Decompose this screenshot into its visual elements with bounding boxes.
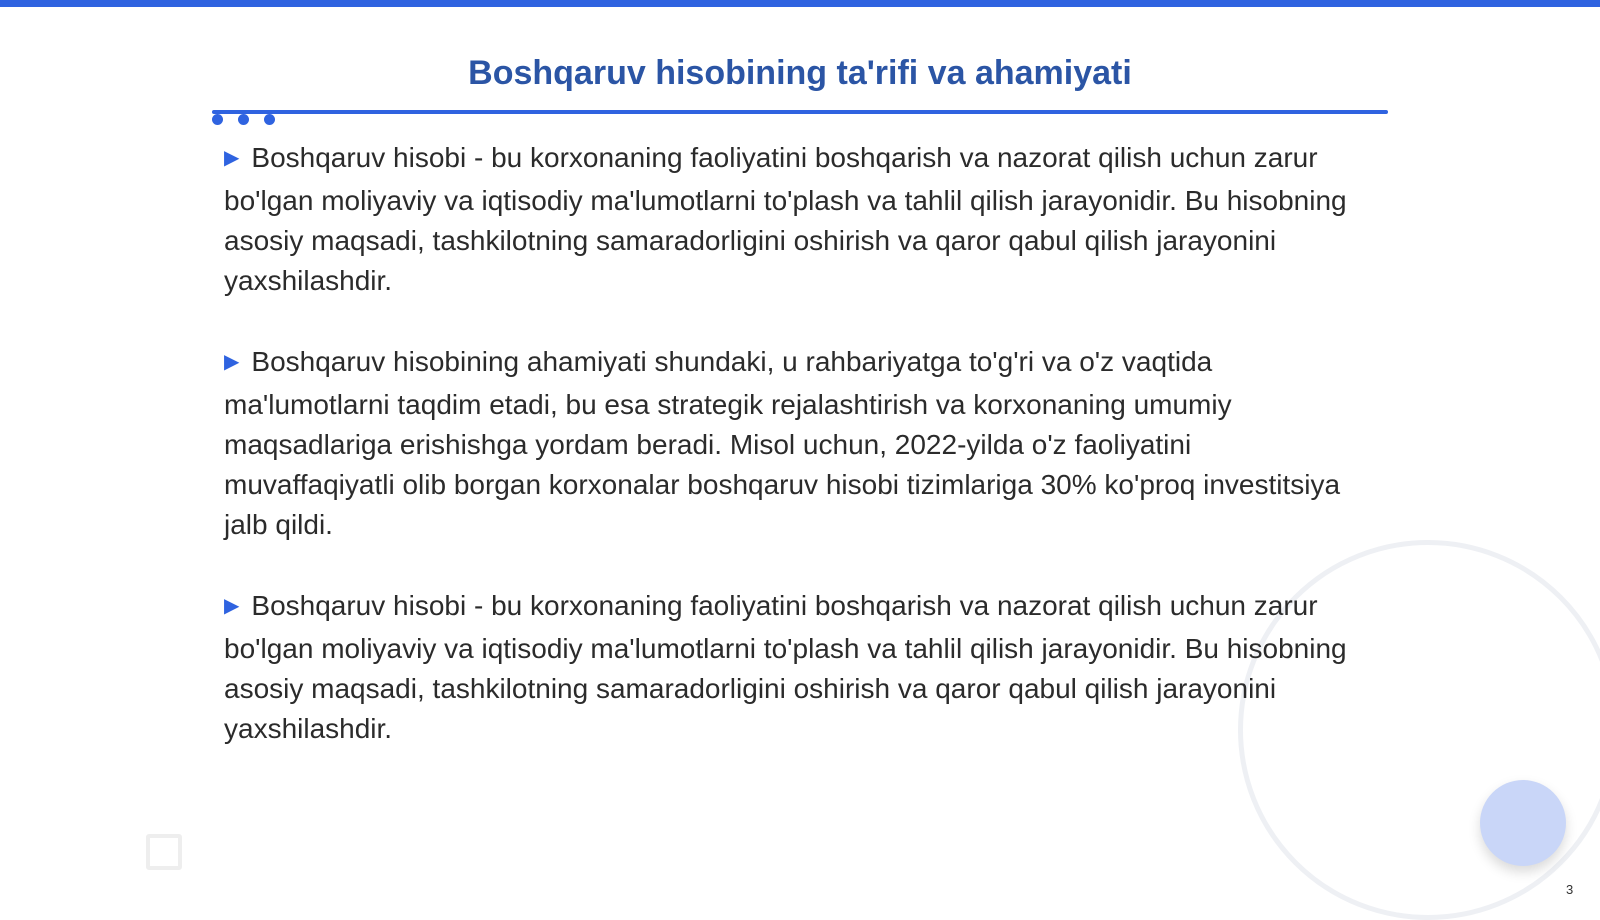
decorative-square <box>146 834 182 870</box>
decorative-dot <box>1480 780 1566 866</box>
top-accent-bar <box>0 0 1600 7</box>
bullet-item <box>224 586 1364 749</box>
page-number: 3 <box>1566 882 1574 897</box>
bullet-text: Boshqaruv hisobi - bu korxonaning faoliyatini boshqarish va nazorat qilish uchun zarur bo'lgan moliyaviy va iqtisodiy ma'lumotlarni to'plash va tahlil qilish jarayonidir. Bu hisobning asosiy maqsadi, tashkilotning samaradorligini oshirish va qaror qabul qilish jarayonini yaxshilashdir. <box>224 590 1347 744</box>
bullet-item <box>224 138 1364 301</box>
underline-dot <box>238 114 249 125</box>
bullet-item <box>224 342 1364 545</box>
title-underline <box>212 110 1388 114</box>
bullet-text: Boshqaruv hisobining ahamiyati shundaki, u rahbariyatga to'g'ri va o'z vaqtida ma'lumotlarni taqdim etadi, bu esa strategik rejalashtirish va korxonaning umumiy maqsadlariga erishishga yordam beradi. Misol uchun, 2022-yilda o'z faoliyatini muvaffaqiyatli olib borgan korxonalar boshqaruv hisobi tizimlariga 30% ko'proq investitsiya jalb qildi. <box>224 346 1341 540</box>
play-triangle-icon: ▶ <box>224 147 240 169</box>
slide-title: Boshqaruv hisobining ta'rifi va ahamiyati <box>468 54 1132 92</box>
bullet-text: Boshqaruv hisobi - bu korxonaning faoliyatini boshqarish va nazorat qilish uchun zarur bo'lgan moliyaviy va iqtisodiy ma'lumotlarni to'plash va tahlil qilish jarayonidir. Bu hisobning asosiy maqsadi, tashkilotning samaradorligini oshirish va qaror qabul qilish jarayonini yaxshilashdir. <box>224 142 1347 296</box>
bullet-list <box>224 138 1364 790</box>
underline-dot <box>212 114 223 125</box>
underline-dot <box>264 114 275 125</box>
play-triangle-icon: ▶ <box>224 595 240 617</box>
play-triangle-icon: ▶ <box>224 351 240 373</box>
underline-dots <box>212 114 282 126</box>
